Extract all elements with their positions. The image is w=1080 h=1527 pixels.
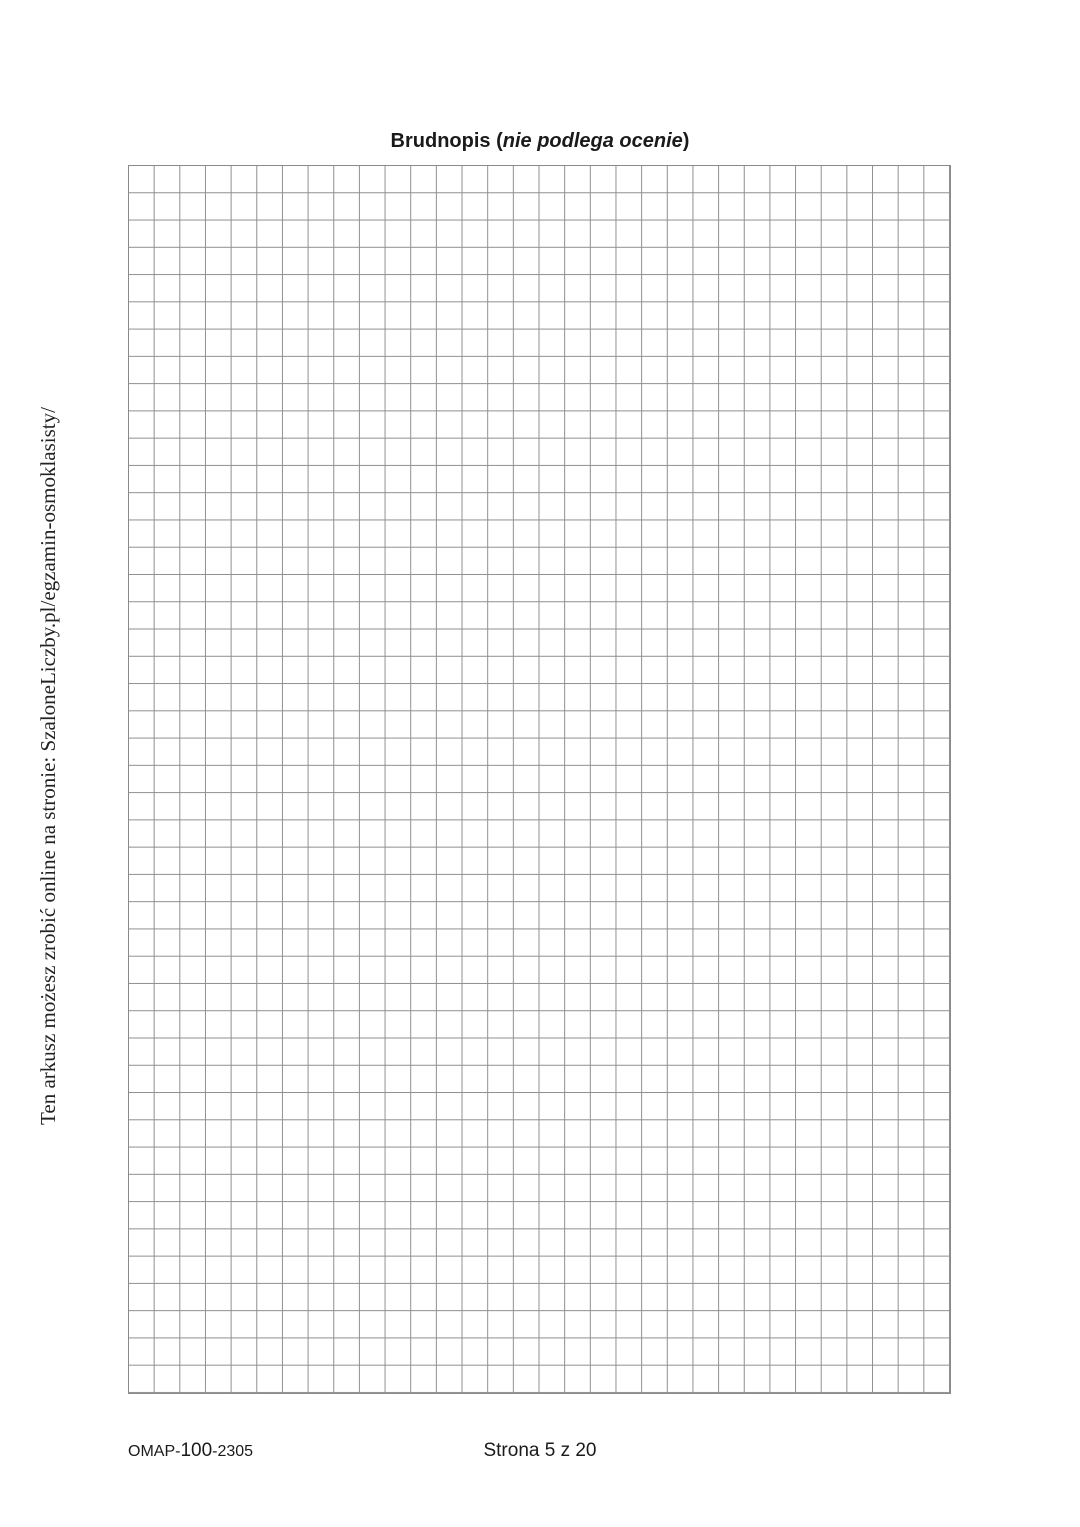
exam-code-suffix: -2305 [212, 1443, 254, 1460]
title-suffix: ) [682, 130, 690, 152]
title-italic: nie podlega ocenie [502, 130, 683, 152]
draft-grid [128, 165, 951, 1394]
page-number: Strona 5 z 20 [483, 1440, 597, 1461]
title-prefix: Brudnopis ( [390, 130, 503, 152]
page-title [0, 128, 1080, 154]
side-note: Ten arkusz możesz zrobić online na stronie: SzaloneLiczby.pl/egzamin-osmoklasisty/ [36, 407, 60, 1125]
exam-code-number: 100 [180, 1440, 213, 1461]
exam-code-prefix: OMAP- [128, 1443, 181, 1460]
